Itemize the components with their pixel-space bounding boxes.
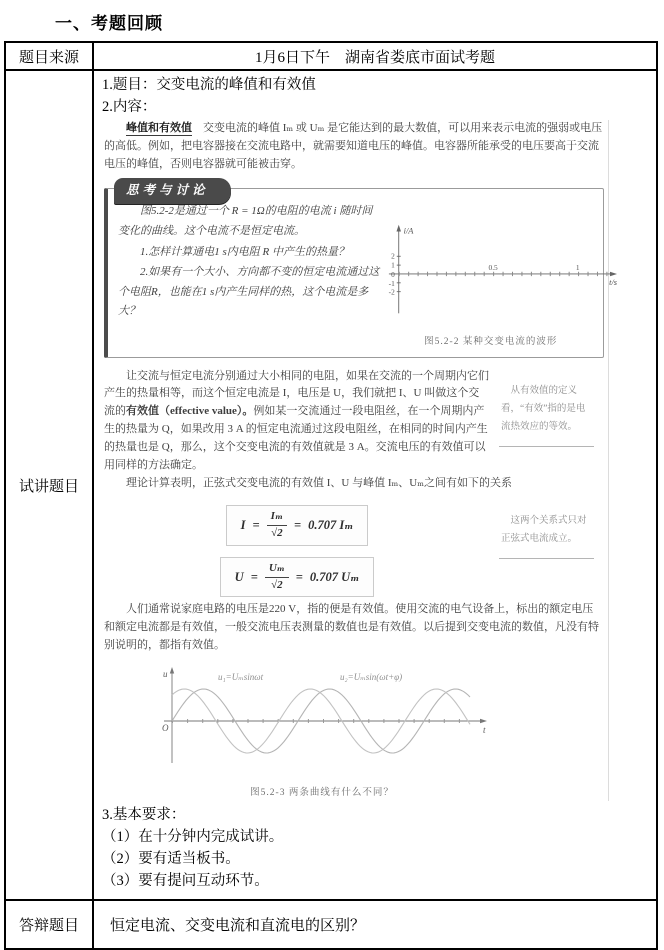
- table-row-source: [5, 42, 657, 70]
- fraction-numerator: Iₘ: [267, 510, 287, 526]
- margin-note-col-1: [490, 368, 594, 475]
- lecture-item-requirements: 3.基本要求：: [102, 806, 186, 823]
- para3: 理论计算表明，正弦式交变电流的有效值 I、U 与峰值 Iₘ、Uₘ之间有如下的关系: [126, 476, 512, 489]
- xtick-label-1: 1: [575, 263, 580, 273]
- table-row-lecture: [5, 70, 657, 900]
- figure-5-2-3-caption: 图5.2-3 两条曲线有什么不同？: [250, 787, 394, 798]
- origin-label: 0: [390, 270, 395, 280]
- lecture-content-cell: [93, 70, 657, 900]
- formula-current-lhs: I: [240, 518, 246, 533]
- equals-sign: =: [295, 569, 303, 584]
- x-axis-arrow: [610, 272, 617, 277]
- para2-bold-term: 有效值（effective value）。: [126, 405, 254, 418]
- y-axis-label: u: [163, 668, 168, 679]
- discussion-box: [104, 183, 617, 357]
- x-axis-label: t: [483, 724, 486, 735]
- requirement-item-2: （2）要有适当板书。: [102, 851, 240, 867]
- x-axis-label: t/s: [608, 278, 617, 288]
- figure-5-2-2: [383, 202, 617, 350]
- formula-voltage-lhs: U: [234, 569, 244, 584]
- figure-5-2-2-caption: 图5.2-2 某种交变电流的波形: [424, 337, 558, 348]
- fraction-numerator: Uₘ: [265, 562, 289, 578]
- margin-note-1: 从有效值的定义看，“有效”指的是电流热效应的等效。: [499, 368, 594, 447]
- margin-note-2: 这两个关系式只对正弦式电流成立。: [499, 498, 594, 559]
- fraction-denominator: √2: [271, 578, 283, 591]
- exam-review-table: [4, 41, 658, 950]
- excerpt-para1: [104, 120, 604, 173]
- defense-label-cell: 答辩题目: [5, 900, 93, 949]
- lecture-label-cell: 试讲题目: [5, 70, 93, 900]
- requirement-item-1: （1）在十分钟内完成试讲。: [102, 828, 284, 845]
- figure-5-2-3: [142, 667, 502, 801]
- ytick-label-m2: -2: [388, 288, 395, 298]
- lecture-item-content: 2.内容：: [102, 99, 157, 116]
- formula-voltage-result: 0.707 Uₘ: [309, 569, 360, 584]
- equals-sign: =: [250, 569, 258, 584]
- y-axis-arrow: [396, 225, 401, 232]
- source-value: 1月6日下午 湖南省娄底市面试考题: [93, 42, 657, 70]
- equation-u1: u₁=Uₘsinωt: [218, 671, 264, 682]
- excerpt-heading: 峰值和有效值: [126, 122, 192, 135]
- formula-row: [104, 498, 604, 601]
- equals-sign: =: [252, 518, 260, 533]
- source-label-cell: 题目来源: [5, 42, 93, 70]
- discussion-text: [118, 202, 383, 350]
- figure-5-2-3-plot: [152, 667, 492, 771]
- margin-note-col-2: [490, 498, 594, 601]
- defense-value: 恒定电流、交变电流和直流电的区别？: [93, 900, 657, 949]
- formula-current-result: 0.707 Iₘ: [308, 518, 354, 533]
- excerpt-para1-text: 交变电流的峰值 Iₘ 或 Uₘ 是它能达到的最大数值，可以用来表示电流的强弱或电压的高低。例如，把电容器接在交流电路中，就需要知道电压的峰值。电容器所能承受的电压要高于交流电压的峰值，否则电容器就可能被击穿。: [104, 122, 603, 170]
- formula-current-fraction: [267, 510, 287, 541]
- equation-u2: u₂=Uₘsin(ωt+φ): [340, 671, 403, 682]
- para2-lead: 让交流与恒定电流分别通过大小相同的电阻，如果在交流的一个周期内它们产生的热量相等，而这个恒定电流是 I，电压是 U，我们就把 I、U 叫做这个交流的: [104, 369, 489, 418]
- y-axis-label: i/A: [403, 227, 413, 237]
- lecture-item-title: 1.题目：交变电流的峰值和有效值: [102, 77, 316, 93]
- effective-value-paragraph: [104, 368, 490, 475]
- discussion-question2: 2.如果有一个大小、方向都不变的恒定电流通过这个电阻R，也能在1 s内产生同样的热，这个电流是多大？: [118, 266, 380, 318]
- xtick-label-05: 0.5: [488, 263, 498, 273]
- fraction-denominator: √2: [271, 527, 283, 540]
- para2-rest: 例如某一交流通过一段电阻丝，在一个周期内产生的热量为 Q，如果改用 3 A 的恒定电流通过这段电阻丝，在相同的时间内产生的热量也是 Q，那么，这个交变电流的有效值就是 3 A。交流电压的有效值可以用同样的方法确定。: [104, 405, 488, 471]
- requirement-item-3: （3）要有提问互动环节。: [102, 873, 269, 890]
- x-axis-arrow: [480, 719, 487, 723]
- textbook-excerpt: [104, 120, 617, 801]
- y-axis-arrow: [170, 667, 174, 674]
- equals-sign: =: [293, 518, 302, 533]
- ytick-label-2: 2: [390, 252, 395, 262]
- discussion-question1: 1.怎样计算通电1 s内电阻 R 中产生的热量？: [140, 245, 349, 258]
- discussion-intro: 图5.2-2是通过一个 R = 1Ω的电阻的电流 i 随时间变化的曲线。这个电流不是恒定电流。: [118, 205, 373, 238]
- table-row-defense: [5, 900, 657, 949]
- para4: 人们通常说家庭电路的电压是220 V，指的便是有效值。使用交流的电气设备上，标出的额定电压和额定电流都是有效值，一般交流电压表测量的数值也是有效值。以后提到交变电流的数值，凡没有特别说明的，都指有效值。: [104, 603, 599, 651]
- ytick-label-m1: -1: [388, 279, 395, 289]
- page-title: 一、考题回顾: [55, 14, 163, 33]
- origin-label: O: [162, 722, 169, 733]
- formula-current: [226, 505, 369, 546]
- formula-col: [104, 498, 490, 601]
- effective-value-paragraph-row: [104, 368, 604, 475]
- para2: [104, 368, 490, 475]
- ytick-label-1: 1: [390, 261, 395, 271]
- formula-voltage: [220, 557, 375, 598]
- figure-5-2-2-plot: [383, 224, 619, 320]
- formula-voltage-fraction: [265, 562, 289, 593]
- discussion-badge: 思考与讨论: [114, 178, 231, 203]
